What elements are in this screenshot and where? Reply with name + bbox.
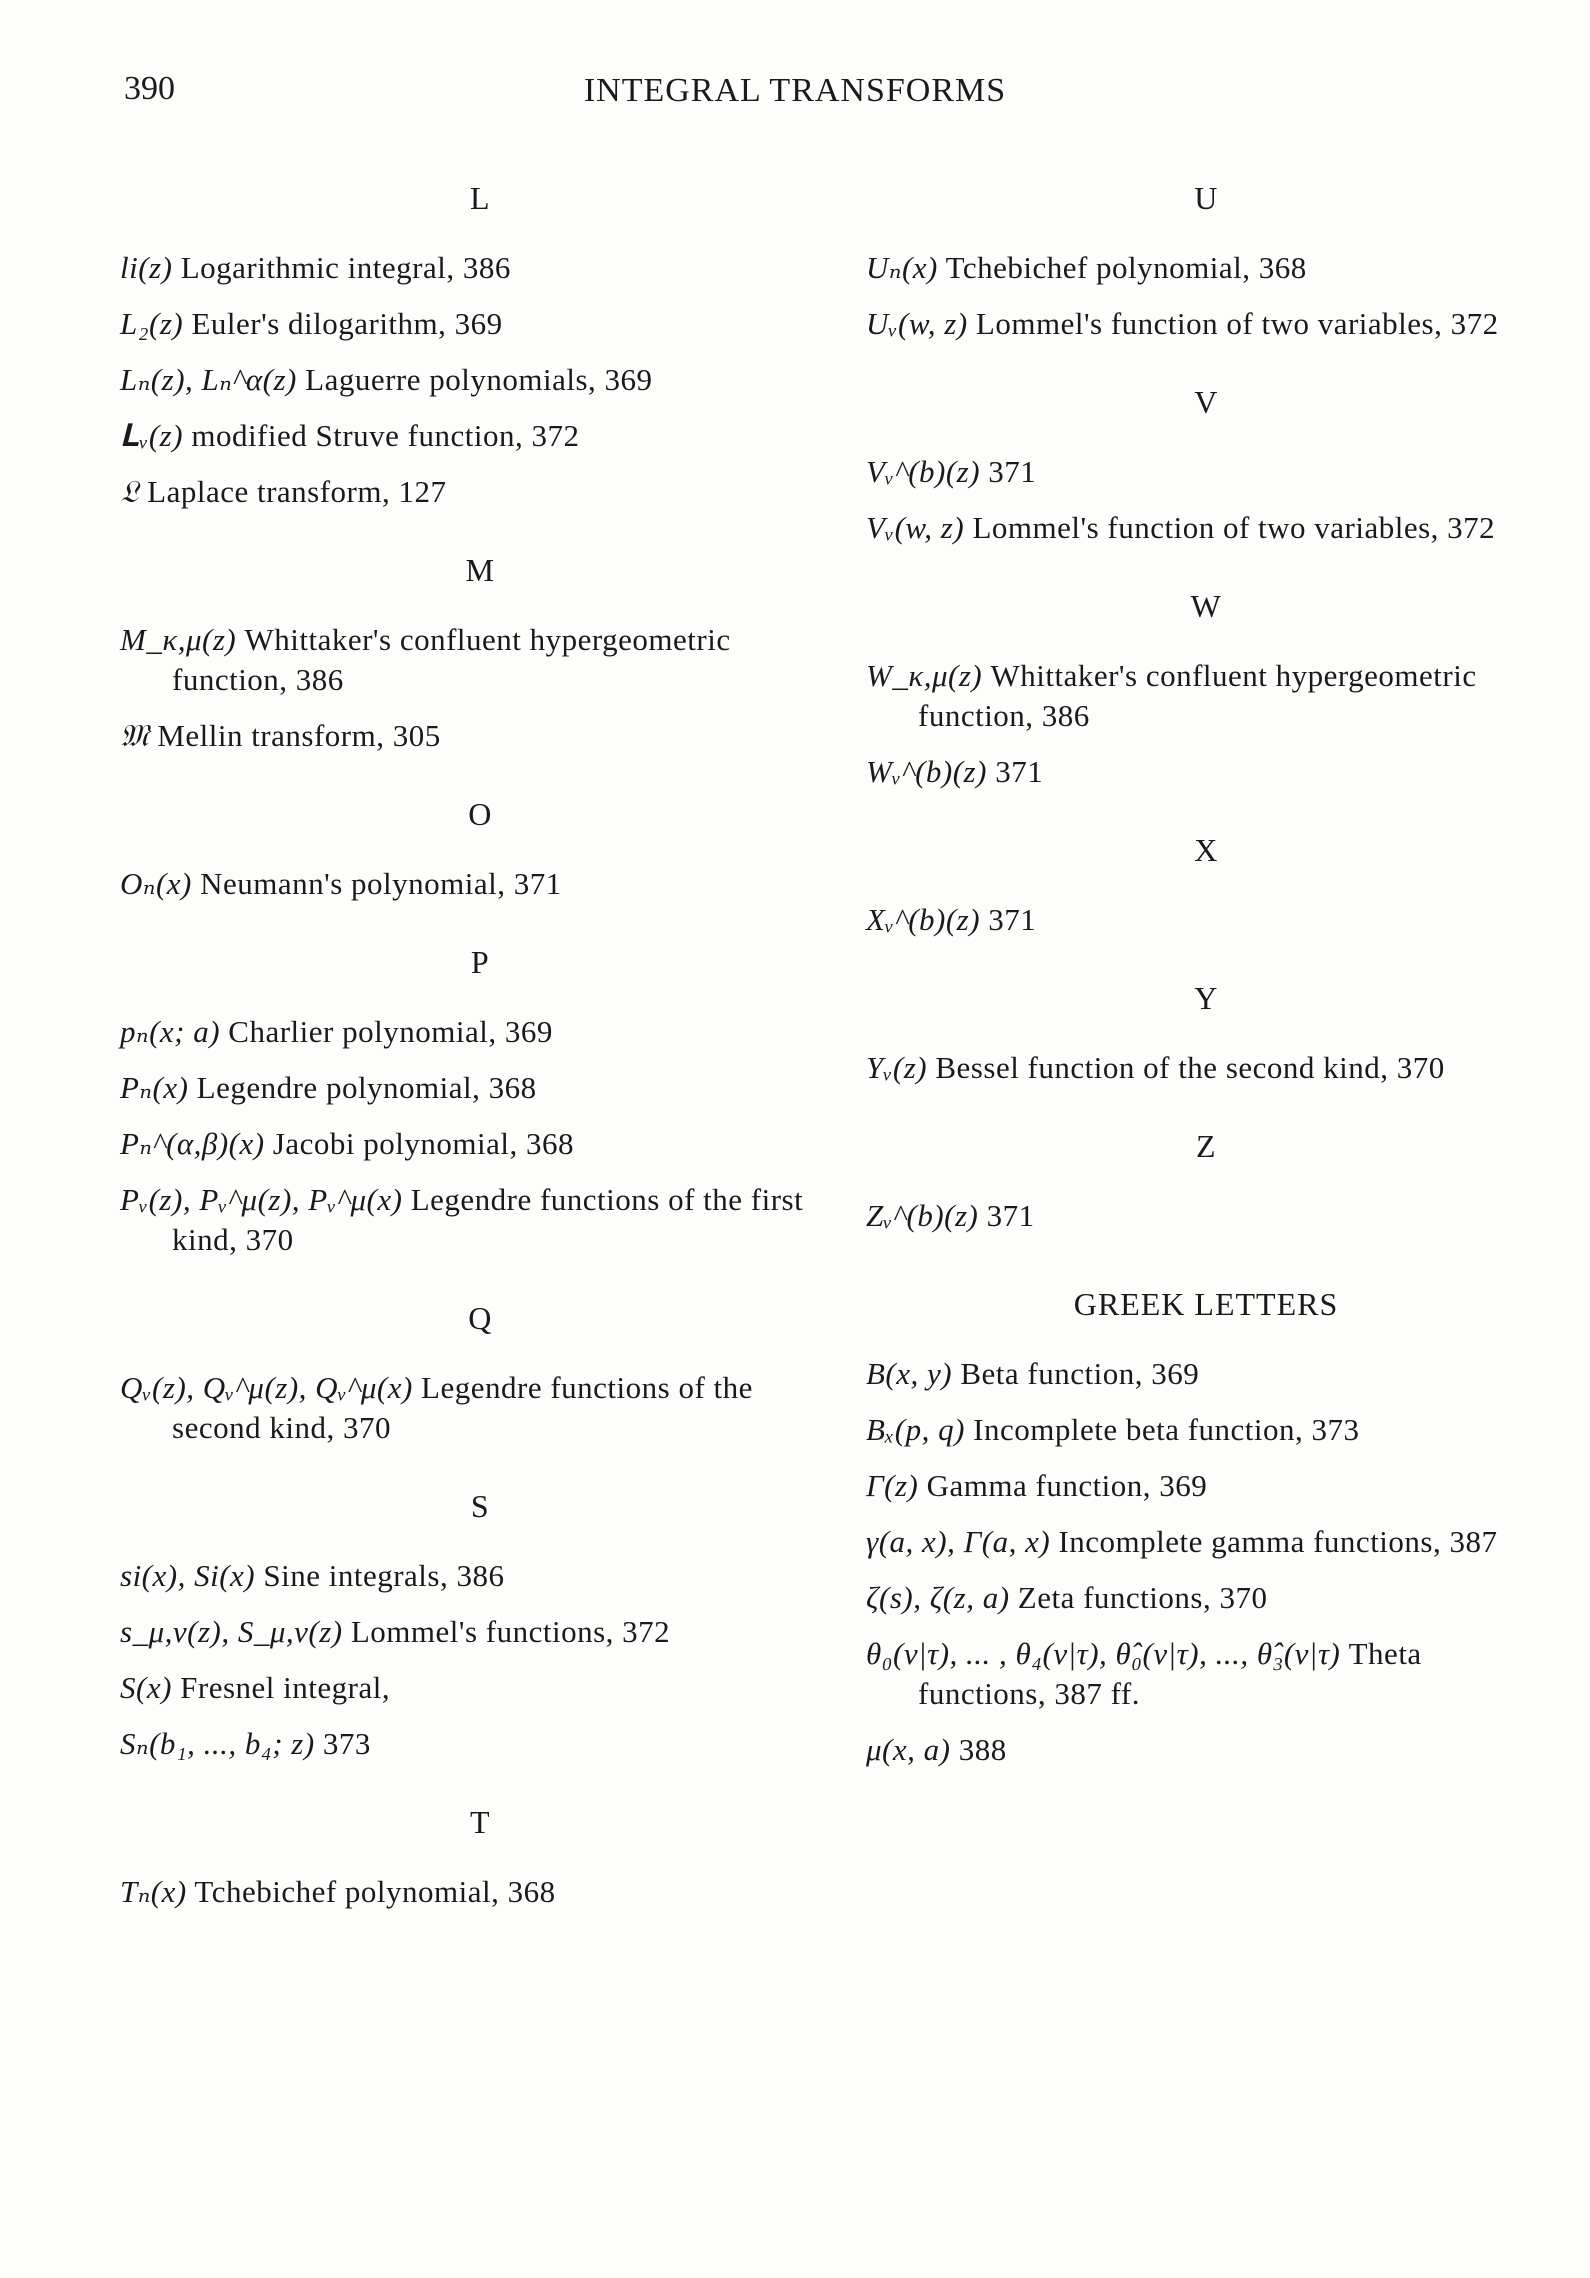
right-column: [866, 170, 1546, 1800]
entry-symbol: L₂(z): [120, 306, 184, 341]
index-section-o: [120, 786, 840, 904]
entry-description: Beta function, 369: [960, 1356, 1200, 1391]
entry-description: modified Struve function, 372: [191, 418, 580, 453]
section-letter-heading: L: [469, 180, 491, 216]
index-entry: [120, 716, 840, 756]
index-entry: [866, 1410, 1546, 1450]
section-letter-heading: Z: [1195, 1128, 1217, 1164]
section-letter-heading: M: [465, 552, 495, 588]
entry-description: Legendre functions of the second kind, 370: [172, 1370, 753, 1445]
entry-description: 371: [988, 454, 1037, 489]
entry-symbol: Wᵥ^(b)(z): [866, 754, 987, 789]
index-entry: [866, 1466, 1546, 1506]
section-letter-heading: P: [470, 944, 490, 980]
section-letter-heading: V: [1194, 384, 1218, 420]
entry-description: Lommel's function of two variables, 372: [972, 510, 1496, 545]
index-section-m: [120, 542, 840, 756]
entry-symbol: Pₙ(x): [120, 1070, 189, 1105]
entry-list: [120, 864, 840, 904]
entry-description: Mellin transform, 305: [157, 718, 441, 753]
entry-symbol: Zᵥ^(b)(z): [866, 1198, 979, 1233]
entry-symbol: Yᵥ(z): [866, 1050, 928, 1085]
entry-description: Incomplete gamma functions, 387: [1058, 1524, 1498, 1559]
entry-description: Neumann's polynomial, 371: [200, 866, 562, 901]
section-letter-heading: W: [1190, 588, 1222, 624]
entry-symbol: S(x): [120, 1670, 172, 1705]
section-letter-heading: Q: [468, 1300, 492, 1336]
entry-list: [120, 620, 840, 756]
entry-description: Bessel function of the second kind, 370: [935, 1050, 1445, 1085]
index-section-l: [120, 170, 840, 512]
entry-description: 371: [995, 754, 1044, 789]
index-entry: [866, 508, 1546, 548]
index-entry: [120, 1612, 840, 1652]
index-entry: [120, 304, 840, 344]
entry-symbol: ζ(s), ζ(z, a): [866, 1580, 1010, 1615]
index-entry: [120, 360, 840, 400]
entry-symbol: Uₙ(x): [866, 250, 938, 285]
running-title: INTEGRAL TRANSFORMS: [583, 72, 1007, 109]
section-letter-heading: Y: [1194, 980, 1218, 1016]
index-section-p: [120, 934, 840, 1260]
entry-description: 371: [988, 902, 1037, 937]
entry-list: [866, 900, 1546, 940]
index-entry: [120, 1724, 840, 1764]
entry-symbol: pₙ(x; a): [120, 1014, 221, 1049]
entry-description: 371: [986, 1198, 1035, 1233]
index-entry: [866, 304, 1546, 344]
entry-symbol: Oₙ(x): [120, 866, 192, 901]
entry-symbol: Qᵥ(z), Qᵥ^μ(z), Qᵥ^μ(x): [120, 1370, 413, 1405]
entry-symbol: γ(a, x), Γ(a, x): [866, 1524, 1051, 1559]
entry-list: [866, 656, 1546, 792]
entry-symbol: θ₀(v|τ), ... , θ₄(v|τ), θ̂₀(v|τ), ..., θ̂₃(v|τ): [866, 1636, 1341, 1671]
index-entry: [120, 1556, 840, 1596]
entry-description: Jacobi polynomial, 368: [272, 1126, 574, 1161]
entry-symbol: μ(x, a): [866, 1732, 951, 1767]
entry-list: [866, 1196, 1546, 1236]
index-entry: [120, 472, 840, 512]
index-section-z: [866, 1118, 1546, 1236]
index-entry: [866, 900, 1546, 940]
index-entry: [866, 752, 1546, 792]
entry-symbol: Lₙ(z), Lₙ^α(z): [120, 362, 297, 397]
index-entry: [866, 1522, 1546, 1562]
index-section-u: [866, 170, 1546, 344]
entry-symbol: Vᵥ^(b)(z): [866, 454, 981, 489]
index-entry: [120, 1668, 840, 1708]
entry-description: Whittaker's confluent hypergeometric function, 386: [172, 622, 731, 697]
entry-description: Laguerre polynomials, 369: [305, 362, 653, 397]
entry-symbol: M_κ,μ(z): [120, 622, 237, 657]
entry-symbol: Pᵥ(z), Pᵥ^μ(z), Pᵥ^μ(x): [120, 1182, 403, 1217]
index-entry: [866, 1196, 1546, 1236]
entry-description: Logarithmic integral, 386: [180, 250, 511, 285]
entry-description: Incomplete beta function, 373: [973, 1412, 1360, 1447]
entry-symbol: si(x), Si(x): [120, 1558, 256, 1593]
index-entry: [120, 864, 840, 904]
entry-list: [120, 1872, 840, 1912]
index-entry: [120, 1180, 840, 1260]
entry-description: Legendre functions of the first kind, 370: [172, 1182, 804, 1257]
index-entry: [120, 248, 840, 288]
entry-description: Whittaker's confluent hypergeometric function, 386: [918, 658, 1477, 733]
entry-symbol: B(x, y): [866, 1356, 953, 1391]
entry-symbol: W_κ,μ(z): [866, 658, 983, 693]
entry-description: Fresnel integral,: [180, 1670, 391, 1705]
entry-list: [120, 1368, 840, 1448]
entry-symbol: s_μ,ν(z), S_μ,ν(z): [120, 1614, 343, 1649]
index-entry: [866, 452, 1546, 492]
index-entry: [866, 1354, 1546, 1394]
section-letter-heading: U: [1194, 180, 1218, 216]
entry-symbol: Γ(z): [866, 1468, 919, 1503]
index-entry: [120, 416, 840, 456]
index-section-s: [120, 1478, 840, 1764]
entry-symbol: 𝔐: [120, 718, 150, 753]
section-letter-heading: X: [1194, 832, 1218, 868]
section-letter-heading: O: [468, 796, 492, 832]
entry-list: [866, 1048, 1546, 1088]
entry-description: Tchebichef polynomial, 368: [194, 1874, 556, 1909]
left-column: [120, 170, 840, 1942]
entry-description: Lommel's function of two variables, 372: [975, 306, 1499, 341]
index-entry: [866, 1048, 1546, 1088]
entry-symbol: Pₙ^(α,β)(x): [120, 1126, 265, 1161]
index-entry: [120, 1012, 840, 1052]
entry-description: Gamma function, 369: [926, 1468, 1208, 1503]
entry-description: Charlier polynomial, 369: [228, 1014, 553, 1049]
index-entry: [120, 1124, 840, 1164]
index-entry: [120, 1368, 840, 1448]
index-entry: [866, 248, 1546, 288]
entry-description: Lommel's functions, 372: [350, 1614, 671, 1649]
entry-symbol: 𝐋ᵥ(z): [120, 418, 184, 453]
entry-list: [866, 452, 1546, 548]
entry-symbol: Sₙ(b₁, ..., b₄; z): [120, 1726, 315, 1761]
page-number: 390: [124, 70, 175, 107]
index-entry: [866, 656, 1546, 736]
entry-description: Tchebichef polynomial, 368: [945, 250, 1307, 285]
index-section-q: [120, 1290, 840, 1448]
entry-list: [120, 1556, 840, 1764]
entry-description: Theta functions, 387 ff.: [918, 1636, 1422, 1711]
index-entry: [120, 1068, 840, 1108]
index-entry: [866, 1634, 1546, 1714]
entry-description: 373: [322, 1726, 371, 1761]
entry-description: Laplace transform, 127: [147, 474, 447, 509]
entry-symbol: Vᵥ(w, z): [866, 510, 965, 545]
index-entry: [866, 1730, 1546, 1770]
entry-description: Legendre polynomial, 368: [196, 1070, 537, 1105]
index-section-t: [120, 1794, 840, 1912]
index-section-x: [866, 822, 1546, 940]
entry-list: [866, 1354, 1546, 1770]
index-section-y: [866, 970, 1546, 1088]
index-entry: [866, 1578, 1546, 1618]
index-section-w: [866, 578, 1546, 792]
section-letter-heading: S: [470, 1488, 490, 1524]
entry-list: [120, 1012, 840, 1260]
entry-list: [120, 248, 840, 512]
index-entry: [120, 620, 840, 700]
entry-symbol: Tₙ(x): [120, 1874, 187, 1909]
greek-letters-section: [866, 1276, 1546, 1770]
index-entry: [120, 1872, 840, 1912]
entry-symbol: 𝔏: [120, 474, 139, 509]
entry-description: 388: [958, 1732, 1007, 1767]
entry-description: Zeta functions, 370: [1017, 1580, 1268, 1615]
entry-symbol: Bₓ(p, q): [866, 1412, 965, 1447]
entry-symbol: li(z): [120, 250, 173, 285]
entry-symbol: Xᵥ^(b)(z): [866, 902, 981, 937]
entry-description: Sine integrals, 386: [263, 1558, 505, 1593]
index-section-v: [866, 374, 1546, 548]
entry-list: [866, 248, 1546, 344]
entry-symbol: Uᵥ(w, z): [866, 306, 968, 341]
section-letter-heading: T: [469, 1804, 491, 1840]
greek-letters-heading: GREEK LETTERS: [1073, 1286, 1339, 1322]
entry-description: Euler's dilogarithm, 369: [191, 306, 503, 341]
